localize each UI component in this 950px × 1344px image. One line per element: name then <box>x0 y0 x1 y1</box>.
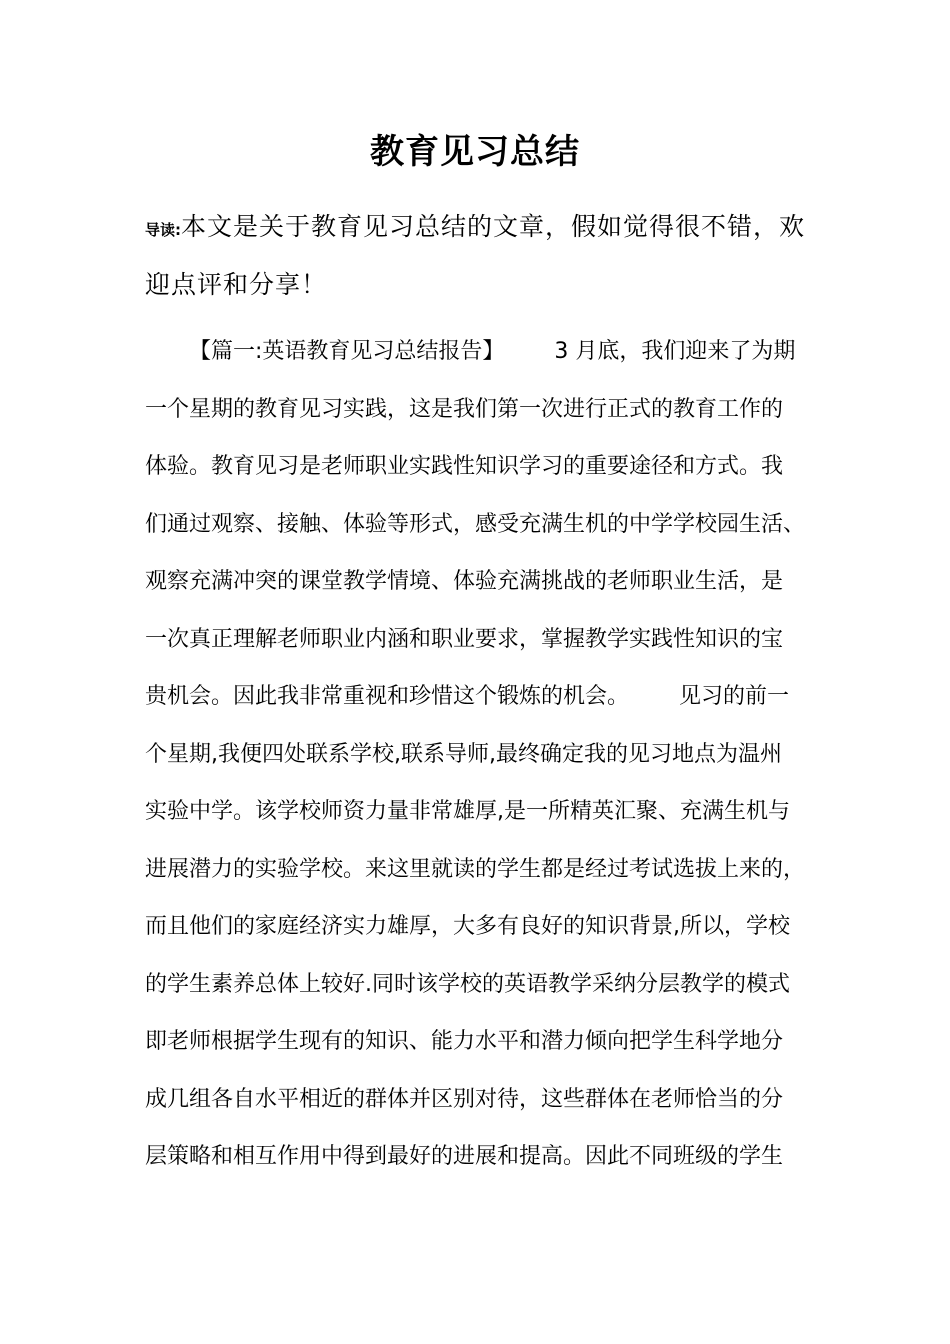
body-line: 们通过观察、接触、体验等形式，感受充满生机的中学学校园生活、 <box>145 511 806 537</box>
body-line: 进展潜力的实验学校。来这里就读的学生都是经过考试选拔上来的， <box>145 856 806 882</box>
intro-paragraph <box>145 198 815 313</box>
body-line: 成几组各自水平相近的群体并区别对待，这些群体在老师恰当的分 <box>145 1086 784 1112</box>
intro-text-line-2: 迎点评和分享！ <box>145 269 328 299</box>
intro-label: 导读: <box>145 221 181 239</box>
body-line-1-text: 3 月底，我们迎来了为期 <box>554 339 796 364</box>
body-line-7-b: 见习的前一 <box>679 684 790 709</box>
body-line: 一次真正理解老师职业内涵和职业要求，掌握教学实践性知识的宝 <box>145 626 784 652</box>
body-line: 实验中学。该学校师资力量非常雄厚,是一所精英汇聚、充满生机与 <box>145 799 790 824</box>
section-heading: 【篇一:英语教育见习总结报告】 <box>189 339 505 364</box>
body-line: 即老师根据学生现有的知识、能力水平和潜力倾向把学生科学地分 <box>145 1029 784 1054</box>
body-line-1 <box>145 323 825 381</box>
body-line: 而且他们的家庭经济实力雄厚，大多有良好的知识背景,所以，学校 <box>145 914 790 939</box>
body-line-7 <box>145 668 825 726</box>
body-line: 体验。教育见习是老师职业实践性知识学习的重要途径和方式。我 <box>145 454 784 479</box>
body-line-7-a: 贵机会。因此我非常重视和珍惜这个锻炼的机会。 <box>145 684 630 709</box>
body-line: 个星期,我便四处联系学校,联系导师,最终确定我的见习地点为温州 <box>145 741 782 767</box>
body-line: 的学生素养总体上较好.同时该学校的英语教学采纳分层教学的模式 <box>145 971 790 997</box>
document-title: 教育见习总结 <box>370 132 580 172</box>
intro-text-line-1: 本文是关于教育见习总结的文章，假如觉得很不错，欢 <box>181 212 806 241</box>
body-line: 一个星期的教育见习实践，这是我们第一次进行正式的教育工作的 <box>145 396 784 422</box>
body-line: 层策略和相互作用中得到最好的进展和提高。因此不同班级的学生 <box>145 1144 784 1169</box>
body-paragraph <box>145 323 825 1186</box>
body-line: 观察充满冲突的课堂教学情境、体验充满挑战的老师职业生活，是 <box>145 569 784 594</box>
